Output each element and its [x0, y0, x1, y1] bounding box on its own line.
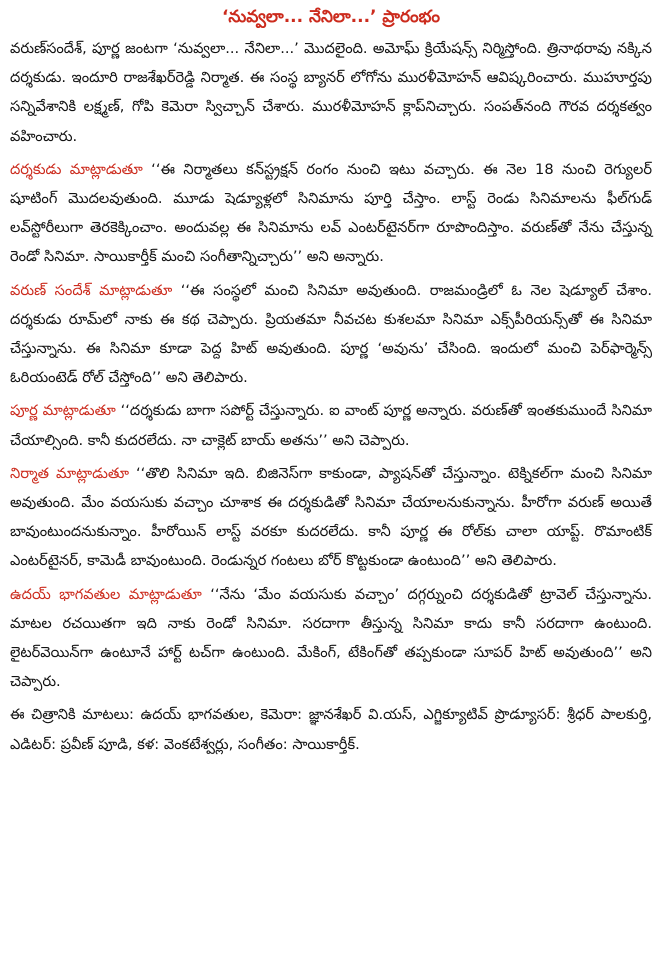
article-headline: ‘నువ్వలా... నేనిలా...’ ప్రారంభం: [221, 7, 441, 27]
intro-paragraph: వరుణ్‌సందేశ్, పూర్ణ జంటగా ‘నువ్వలా... నేనిలా...’ మొదలైంది. అమోఘ్ క్రియేషన్స్ నిర్మిస్తోంది. త్రినాథరావు నక్కిన దర్శకుడు. ఇందూరి రాజశేఖర్‌రెడ్డి నిర్మాత. ఈ సంస్థ బ్యానర్ లోగోను మురళీమోహన్ ఆవిష్కరించారు. ముహూర్తపు సన్నివేశానికి లక్ష్మణ్, గోపి కెమెరా స్విచ్చాన్ చేశారు. మురళీమోహన్ క్లాప్‌నిచ్చారు. సంపత్‌నంది గౌరవ దర్శకత్వం వహించారు.: [10, 40, 652, 145]
quote-speaker-poorna: పూర్ణ మాట్లాడుతూ: [10, 402, 116, 420]
quote-speaker-varun: వరుణ్ సందేశ్ మాట్లాడుతూ: [10, 281, 173, 299]
quote-text-writer: ‘‘నేను ‘మేం వయసుకు వచ్చాం’ దగ్గర్నుంచి దర్శకుడితో ట్రావెల్ చేస్తున్నాను. మాటల రచయితగా ఇది నాకు రెండో సినిమా. సరదాగా తీస్తున్న సినిమా కాదు కానీ సరదాగా ఉంటుంది. లైటర్‌వెయిన్‌గా ఉంటూనే హార్ట్ టచ్‌గా ఉంటుంది. మేకింగ్, టేకింగ్‌తో తప్పకుండా సూపర్ హిట్ అవుతుంది’’ అని చెప్పారు.: [10, 585, 652, 691]
quote-text-varun: ‘‘ఈ సంస్థలో మంచి సినిమా అవుతుంది. రాజమండ్రిలో ఓ నెల షెడ్యూల్ చేశాం. దర్శకుడు రూమ్‌లో నాకు ఈ కథ చెప్పారు. ప్రియతమా నీవచట కుశలమా సినిమా ఎక్స్‌పీరియన్స్‌తో ఈ సినిమా చేస్తున్నాను. ఈ సినిమా కూడా పెద్ద హిట్ అవుతుంది. పూర్ణ ‘అవును’ చేసింది. ఇందులో మంచి పెర్‌ఫార్మెన్స్ ఓరియంటెడ్ రోల్ చేస్తోంది’’ అని తెలిపారు.: [10, 281, 652, 387]
quote-text-producer: ‘‘తొలి సినిమా ఇది. బిజినెస్‌గా కాకుండా, ప్యాషన్‌తో చేస్తున్నాం. టెక్నికల్‌గా మంచి సినిమా అవుతుంది. మేం వయసుకు వచ్చాం చూశాక ఈ దర్శకుడితో సినిమా చేయాలనుకున్నాను. హీరోగా వరుణ్ అయితే బావుంటుందనుకున్నాం. హీరోయిన్ లాస్ట్ వరకూ కుదరలేదు. కానీ పూర్ణ ఈ రోల్‌కు చాలా యాప్ట్. రొమాంటిక్ ఎంటర్‌టైనర్, కామెడీ బావుంటుంది. రెండున్నర గంటలు బోర్ కొట్టకుండా ఉంటుంది’’ అని తెలిపారు.: [10, 464, 652, 570]
producer-quote-paragraph: [10, 459, 652, 576]
writer-quote-paragraph: [10, 580, 652, 697]
quote-text-poorna: ‘‘దర్శకుడు బాగా సపోర్ట్ చేస్తున్నారు. ఐ వాంట్ పూర్ణ అన్నారు. వరుణ్‌తో ఇంతకుముందే సినిమా చేయాల్సింది. కానీ కుదరలేదు. నా చాక్లెట్ బాయ్ అతను’’ అని చెప్పారు.: [10, 402, 652, 449]
poorna-quote-paragraph: [10, 396, 652, 454]
quote-speaker-writer: ఉదయ్ భాగవతుల మాట్లాడుతూ: [10, 585, 202, 603]
quote-text-director: ‘‘ఈ నిర్మాతలు కన్‌స్ట్రక్షన్ రంగం నుంచి ఇటు వచ్చారు. ఈ నెల 18 నుంచి రెగ్యులర్ షూటింగ్ మొదలవుతుంది. మూడు షెడ్యూళ్లలో సినిమాను పూర్తి చేస్తాం. లాస్ట్ రెండు సినిమాలను ఫీల్‌గుడ్ లవ్‌స్టోరీలుగా తెరకెక్కించాం. అందువల్ల ఈ సినిమాను లవ్ ఎంటర్‌టైనర్‌గా రూపొందిస్తాం. వరుణ్‌తో నేను చేస్తున్న రెండో సినిమా. సాయికార్తీక్ మంచి సంగీతాన్నిచ్చారు’’ అని అన్నారు.: [10, 160, 652, 266]
quote-speaker-director: దర్శకుడు మాట్లాడుతూ: [10, 160, 143, 178]
varun-quote-paragraph: [10, 276, 652, 393]
credits-paragraph: ఈ చిత్రానికి మాటలు: ఉదయ్ భాగవతుల, కెమెరా: జ్ఞానశేఖర్ వి.యస్, ఎగ్జిక్యూటివ్ ప్రొడ్యూసర్: శ్రీధర్ పాలకుర్తి, ఎడిటర్: ప్రవీణ్ పూడి, కళ: వెంకటేశ్వర్లు, సంగీతం: సాయికార్తీక్.: [10, 706, 652, 753]
quote-speaker-producer: నిర్మాత మాట్లాడుతూ: [10, 464, 130, 482]
director-quote-paragraph: [10, 155, 652, 272]
